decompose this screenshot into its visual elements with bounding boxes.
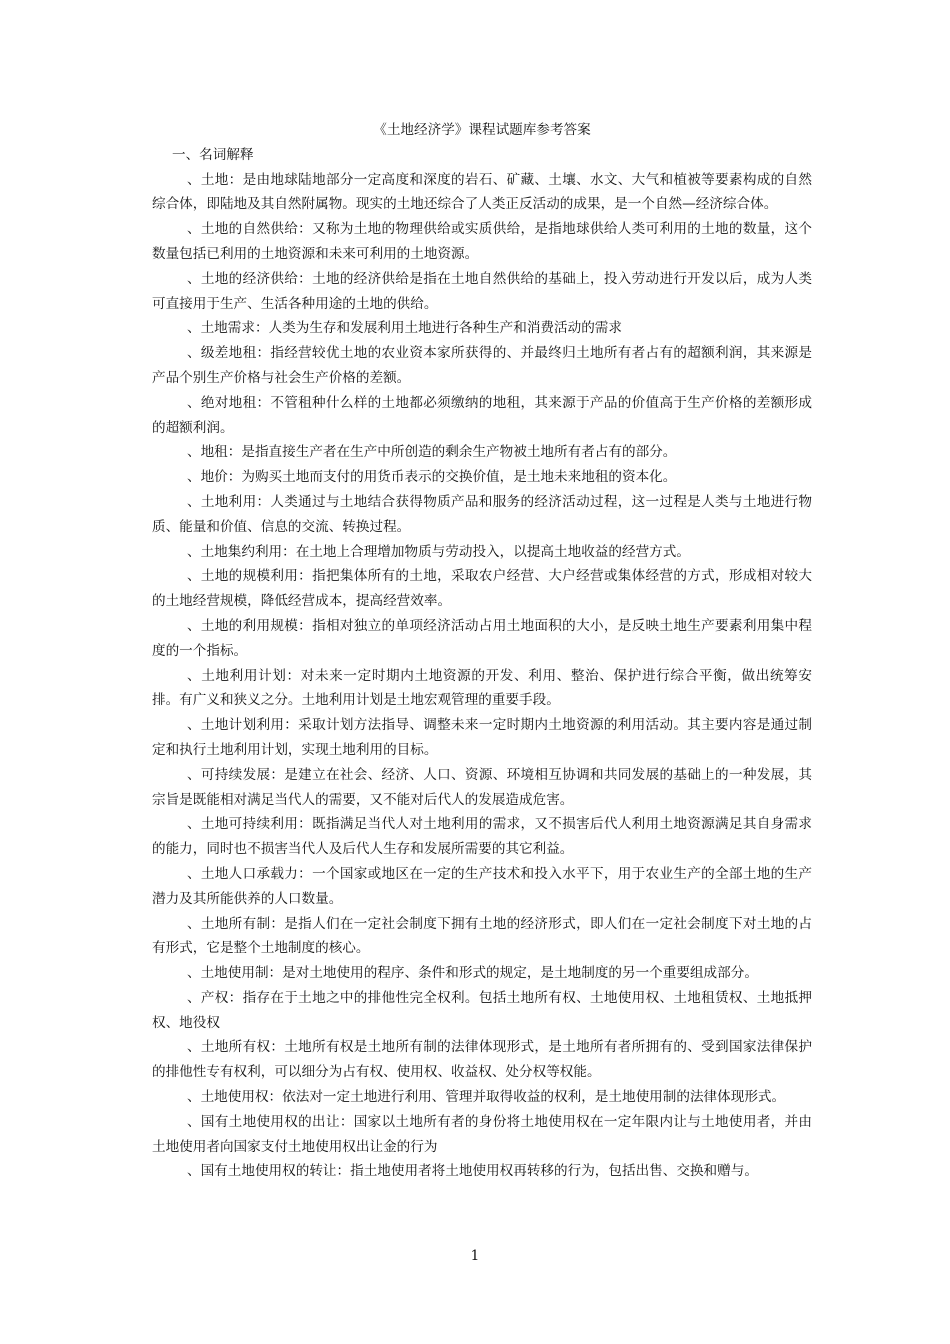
definition-entry	[152, 168, 812, 218]
definition-term: 、土地所有制：	[187, 915, 285, 932]
definition-text: 既指满足当代人对土地利用的需求，又不损害后代人利用土地资源满足其自身需求的能力，同时也不损害当代人及后代人生存和发展所需要的其它利益。	[152, 816, 812, 858]
definition-text: 国家以土地所有者的身份将土地使用权在一定年限内让与土地使用者，并由土地使用者向国家支付土地使用权出让金的行为	[152, 1113, 813, 1155]
definition-term: 、土地的经济供给：	[187, 270, 313, 287]
definition-entry	[152, 1035, 812, 1085]
definition-term: 、土地利用计划：	[187, 667, 301, 684]
definition-entry	[152, 490, 812, 540]
document-title: 《土地经济学》课程试题库参考答案	[373, 122, 591, 138]
definition-text: 指把集体所有的土地，采取农户经营、大户经营或集体经营的方式，形成相对较大的土地经营规模，降低经营成本，提高经营效率。	[152, 568, 812, 610]
definition-text: 在土地上合理增加物质与劳动投入，以提高土地收益的经营方式。	[295, 543, 690, 560]
definition-entry	[152, 614, 812, 664]
definition-text: 对未来一定时期内土地资源的开发、利用、整治、保护进行综合平衡，做出统筹安排。有广义和狭义之分。土地利用计划是土地宏观管理的重要手段。	[152, 667, 812, 709]
section-heading: 一、名词解释	[172, 146, 254, 163]
definition-entry	[152, 1159, 812, 1184]
definition-text: 是由地球陆地部分一定高度和深度的岩石、矿藏、土壤、水文、大气和植被等要素构成的自然综合体，即陆地及其自然附属物。现实的土地还综合了人类正反活动的成果，是一个自然—经济综合体。	[152, 171, 813, 213]
definition-entry	[152, 912, 812, 962]
document-body	[152, 118, 812, 1184]
definition-entry	[152, 713, 812, 763]
definition-text: 是对土地使用的程序、条件和形式的规定，是土地制度的另一个重要组成部分。	[282, 965, 758, 982]
definition-text: 是指直接生产者在生产中所创造的剩余生产物被土地所有者占有的部分。	[241, 444, 677, 461]
definition-text: 人类为生存和发展利用土地进行各种生产和消费活动的需求	[268, 320, 622, 337]
definition-text: 指存在于土地之中的排他性完全权利。包括土地所有权、土地使用权、土地租赁权、土地抵押权、地役权	[152, 989, 813, 1031]
definition-term: 、土地的规模利用：	[187, 568, 313, 585]
definition-text: 不管租种什么样的土地都必须缴纳的地租，其来源于产品的价值高于生产价格的差额形成的超额利润。	[152, 394, 812, 436]
definition-term: 、土地使用制：	[187, 965, 283, 982]
definition-entry	[152, 812, 812, 862]
definition-term: 、土地使用权：	[187, 1089, 283, 1106]
definition-entry	[152, 961, 812, 986]
definition-text: 指经营较优土地的农业资本家所获得的、并最终归土地所有者占有的超额利润，其来源是产品个别生产价格与社会生产价格的差额。	[152, 345, 812, 386]
definition-entry	[152, 217, 812, 267]
definition-term: 、土地需求：	[187, 320, 269, 337]
definition-list	[152, 168, 812, 1185]
definition-text: 是建立在社会、经济、人口、资源、环境相互协调和共同发展的基础上的一种发展，其宗旨是既能相对满足当代人的需要，又不能对后代人的发展造成危害。	[152, 766, 813, 808]
definition-text: 一个国家或地区在一定的生产技术和投入水平下，用于农业生产的全部土地的生产潜力及其所能供养的人口数量。	[152, 865, 812, 907]
definition-term: 、土地：	[187, 171, 243, 188]
definition-text: 人类通过与土地结合获得物质产品和服务的经济活动过程，这一过程是人类与土地进行物质、能量和价值、信息的交流、转换过程。	[152, 493, 812, 535]
definition-entry	[152, 1085, 812, 1110]
definition-term: 、地租：	[187, 444, 242, 461]
definition-term: 、土地人口承载力：	[187, 865, 313, 882]
definition-entry	[152, 391, 812, 441]
definition-term: 、产权：	[187, 989, 243, 1006]
definition-term: 、级差地租：	[187, 345, 271, 362]
definition-text: 又称为土地的物理供给或实质供给，是指地球供给人类可利用的土地的数量，这个数量包括已利用的土地资源和未来可利用的土地资源。	[152, 221, 812, 262]
definition-term: 、土地集约利用：	[187, 543, 296, 560]
definition-text: 依法对一定土地进行利用、管理并取得收益的权利，是土地使用制的法律体现形式。	[282, 1089, 786, 1106]
definition-entry	[152, 986, 812, 1036]
definition-term: 、土地的利用规模：	[187, 617, 313, 634]
definition-entry	[152, 465, 812, 490]
definition-term: 、国有土地使用权的转让：	[187, 1163, 351, 1180]
definition-entry	[152, 540, 812, 565]
definition-text: 土地的经济供给是指在土地自然供给的基础上，投入劳动进行开发以后，成为人类可直接用于生产、生活各种用途的土地的供给。	[152, 270, 812, 312]
definition-entry	[152, 862, 812, 912]
definition-term: 、地价：	[187, 469, 242, 486]
definition-entry	[152, 316, 812, 341]
definition-entry	[152, 267, 812, 317]
definition-term: 、土地利用：	[187, 493, 271, 510]
definition-entry	[152, 664, 812, 714]
definition-entry	[152, 1110, 812, 1160]
definition-text: 土地所有权是土地所有制的法律体现形式，是土地所有者所拥有的、受到国家法律保护的排他性专有权利，可以细分为占有权、使用权、收益权、处分权等权能。	[152, 1039, 813, 1081]
definition-text: 为购买土地而支付的用货币表示的交换价值，是土地未来地租的资本化。	[241, 469, 677, 486]
definition-text: 是指人们在一定社会制度下拥有土地的经济形式，即人们在一定社会制度下对土地的占有形式，它是整个土地制度的核心。	[152, 915, 813, 957]
definition-entry	[152, 440, 812, 465]
definition-term: 、土地的自然供给：	[187, 221, 313, 238]
definition-entry	[152, 341, 812, 391]
definition-term: 、土地可持续利用：	[187, 816, 313, 833]
definition-term: 、可持续发展：	[187, 766, 285, 783]
definition-term: 、土地所有权：	[187, 1039, 285, 1056]
definition-text: 采取计划方法指导、调整未来一定时期内土地资源的利用活动。其主要内容是通过制定和执行土地利用计划，实现土地利用的目标。	[152, 717, 813, 758]
definition-term: 、土地计划利用：	[187, 717, 299, 734]
definition-term: 、国有土地使用权的出让：	[187, 1113, 354, 1130]
definition-term: 、绝对地租：	[187, 394, 271, 411]
definition-text: 指土地使用者将土地使用权再转移的行为，包括出售、交换和赠与。	[350, 1163, 758, 1180]
definition-entry	[152, 763, 812, 813]
definition-text: 指相对独立的单项经济活动占用土地面积的大小，是反映土地生产要素利用集中程度的一个指标。	[152, 617, 812, 659]
page-number: 1	[470, 1248, 480, 1264]
definition-entry	[152, 564, 812, 614]
